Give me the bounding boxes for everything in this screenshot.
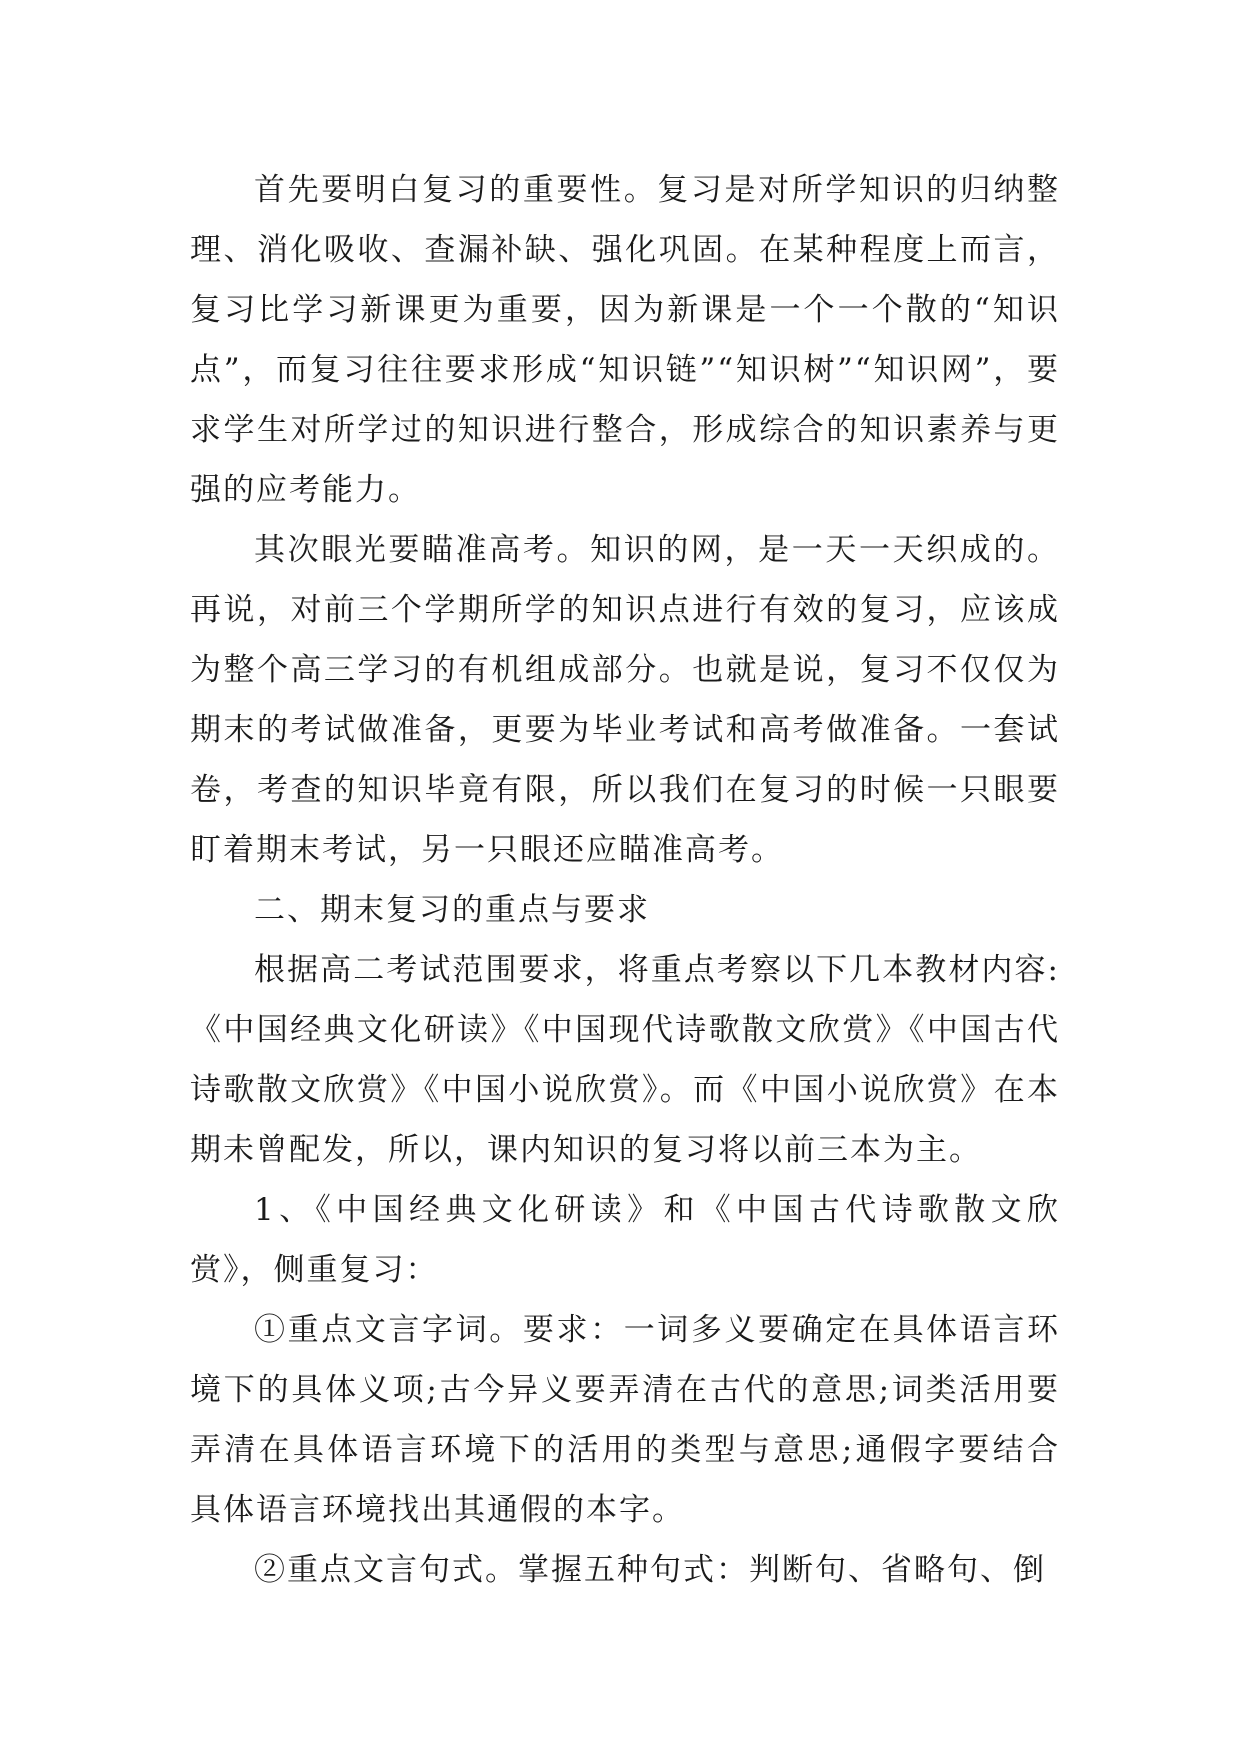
paragraph-review-importance: 首先要明白复习的重要性。复习是对所学知识的归纳整理、消化吸收、查漏补缺、强化巩固。在某种程度上而言，复习比学习新课更为重要，因为新课是一个一个散的“知识点”，而复习往往要求形成“知识链”“知识树”“知识网”，要求学生对所学过的知识进行整合，形成综合的知识素养与更强的应考能力。 (190, 172, 1060, 508)
paragraph-item-1: 1、《中国经典文化研读》和《中国古代诗歌散文欣赏》，侧重复习： (190, 1192, 1060, 1288)
paragraph-focus-gaokao: 其次眼光要瞄准高考。知识的网，是一天一天织成的。再说，对前三个学期所学的知识点进行有效的复习，应该成为整个高三学习的有机组成部分。也就是说，复习不仅仅为期末的考试做准备，更要为毕业考试和高考做准备。一套试卷，考查的知识毕竟有限，所以我们在复习的时候一只眼要盯着期末考试，另一只眼还应瞄准高考。 (190, 532, 1060, 868)
paragraph-classical-sentences: ②重点文言句式。掌握五种句式：判断句、省略句、倒 (254, 1552, 1046, 1588)
section-heading-review-focus: 二、期末复习的重点与要求 (254, 892, 650, 928)
paragraph-exam-scope: 根据高二考试范围要求，将重点考察以下几本教材内容:《中国经典文化研读》《中国现代诗歌散文欣赏》《中国古代诗歌散文欣赏》《中国小说欣赏》。而《中国小说欣赏》在本期未曾配发，所以，课内知识的复习将以前三本为主。 (190, 952, 1060, 1168)
document-body (190, 160, 1060, 1600)
paragraph-classical-words: ①重点文言字词。要求：一词多义要确定在具体语言环境下的具体义项;古今异义要弄清在古代的意思;词类活用要弄清在具体语言环境下的活用的类型与意思;通假字要结合具体语言环境找出其通假的本字。 (190, 1312, 1060, 1528)
